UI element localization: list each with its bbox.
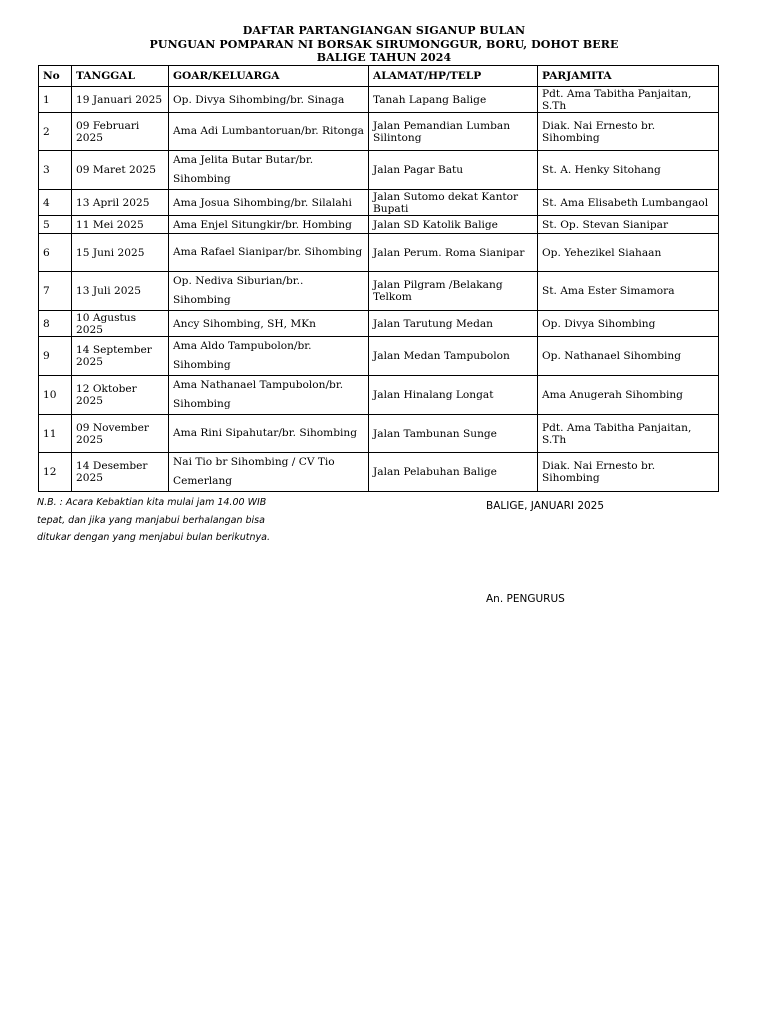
cell-tanggal: 13 April 2025 [72,190,169,216]
title-line-2: PUNGUAN POMPARAN NI BORSAK SIRUMONGGUR, BORU, DOHOT BERE [149,37,619,51]
cell-no: 11 [39,415,72,453]
cell-no: 12 [39,453,72,492]
table-row [39,151,719,190]
table-row [39,87,719,113]
cell-parjamita: Pdt. Ama Tabitha Panjaitan, S.Th [538,87,719,113]
table-row [39,376,719,415]
table-row [39,337,719,376]
cell-alamat: Jalan SD Katolik Balige [369,216,538,234]
cell-alamat: Jalan Pelabuhan Balige [369,453,538,492]
header-parjamita: PARJAMITA [538,66,719,87]
cell-parjamita: St. A. Henky Sitohang [538,151,719,190]
cell-tanggal: 14 Desember 2025 [72,453,169,492]
cell-alamat: Jalan Tambunan Sunge [369,415,538,453]
table-row [39,453,719,492]
cell-no: 3 [39,151,72,190]
header-tanggal: TANGGAL [72,66,169,87]
cell-goar: Ama Jelita Butar Butar/br. Sihombing [169,151,369,190]
header-goar-keluarga: GOAR/KELUARGA [169,66,369,87]
cell-tanggal: 09 Maret 2025 [72,151,169,190]
cell-parjamita: Op. Nathanael Sihombing [538,337,719,376]
cell-tanggal: 15 Juni 2025 [72,234,169,272]
cell-alamat: Jalan Sutomo dekat Kantor Bupati [369,190,538,216]
cell-no: 6 [39,234,72,272]
cell-alamat: Jalan Pilgram /Belakang Telkom [369,272,538,311]
table-row [39,311,719,337]
cell-goar: Nai Tio br Sihombing / CV Tio Cemerlang [169,453,369,492]
cell-alamat: Jalan Pagar Batu [369,151,538,190]
cell-no: 1 [39,87,72,113]
table-row [39,216,719,234]
cell-alamat: Jalan Medan Tampubolon [369,337,538,376]
cell-tanggal: 09 Februari 2025 [72,113,169,151]
cell-goar: Op. Nediva Siburian/br.. Sihombing [169,272,369,311]
cell-parjamita: Pdt. Ama Tabitha Panjaitan, S.Th [538,415,719,453]
cell-no: 4 [39,190,72,216]
cell-tanggal: 12 Oktober 2025 [72,376,169,415]
cell-no: 9 [39,337,72,376]
cell-goar: Ama Enjel Situngkir/br. Hombing [169,216,369,234]
cell-alamat: Jalan Perum. Roma Sianipar [369,234,538,272]
signature-label: An. PENGURUS [486,593,565,605]
cell-goar: Ama Aldo Tampubolon/br. Sihombing [169,337,369,376]
cell-no: 7 [39,272,72,311]
cell-goar: Ama Rafael Sianipar/br. Sihombing [169,234,369,272]
table-row [39,113,719,151]
cell-alamat: Jalan Hinalang Longat [369,376,538,415]
header-no: No [39,66,72,87]
cell-tanggal: 09 November 2025 [72,415,169,453]
cell-goar: Ama Adi Lumbantoruan/br. Ritonga [169,113,369,151]
cell-no: 2 [39,113,72,151]
schedule-table [38,65,719,492]
table-row [39,190,719,216]
cell-tanggal: 11 Mei 2025 [72,216,169,234]
cell-parjamita: Ama Anugerah Sihombing [538,376,719,415]
title-line-3: BALIGE TAHUN 2024 [316,51,452,64]
table-row [39,272,719,311]
cell-alamat: Jalan Pemandian Lumban Silintong [369,113,538,151]
cell-tanggal: 19 Januari 2025 [72,87,169,113]
table-row [39,234,719,272]
table-row [39,415,719,453]
cell-parjamita: Diak. Nai Ernesto br. Sihombing [538,113,719,151]
cell-parjamita: St. Ama Ester Simamora [538,272,719,311]
footnote: N.B. : Acara Kebaktian kita mulai jam 14.00 WIB tepat, dan jika yang manjabui berhalangan bisa ditukar dengan yang menjabui bulan berikutnya. [37,497,270,543]
cell-goar: Ama Rini Sipahutar/br. Sihombing [169,415,369,453]
cell-parjamita: Diak. Nai Ernesto br. Sihombing [538,453,719,492]
cell-tanggal: 13 Juli 2025 [72,272,169,311]
place-date: BALIGE, JANUARI 2025 [486,500,605,512]
cell-tanggal: 14 September 2025 [72,337,169,376]
cell-parjamita: Op. Divya Sihombing [538,311,719,337]
cell-parjamita: St. Ama Elisabeth Lumbangaol [538,190,719,216]
cell-goar: Ancy Sihombing, SH, MKn [169,311,369,337]
cell-tanggal: 10 Agustus 2025 [72,311,169,337]
cell-goar: Ama Nathanael Tampubolon/br. Sihombing [169,376,369,415]
title-line-1: DAFTAR PARTANGIANGAN SIGANUP BULAN [242,24,526,37]
cell-no: 10 [39,376,72,415]
cell-no: 5 [39,216,72,234]
cell-alamat: Jalan Tarutung Medan [369,311,538,337]
cell-parjamita: St. Op. Stevan Sianipar [538,216,719,234]
table-header-row [39,66,719,87]
cell-no: 8 [39,311,72,337]
document-title [0,24,768,65]
cell-alamat: Tanah Lapang Balige [369,87,538,113]
cell-goar: Ama Josua Sihombing/br. Silalahi [169,190,369,216]
cell-parjamita: Op. Yehezikel Siahaan [538,234,719,272]
header-alamat: ALAMAT/HP/TELP [369,66,538,87]
cell-goar: Op. Divya Sihombing/br. Sinaga [169,87,369,113]
